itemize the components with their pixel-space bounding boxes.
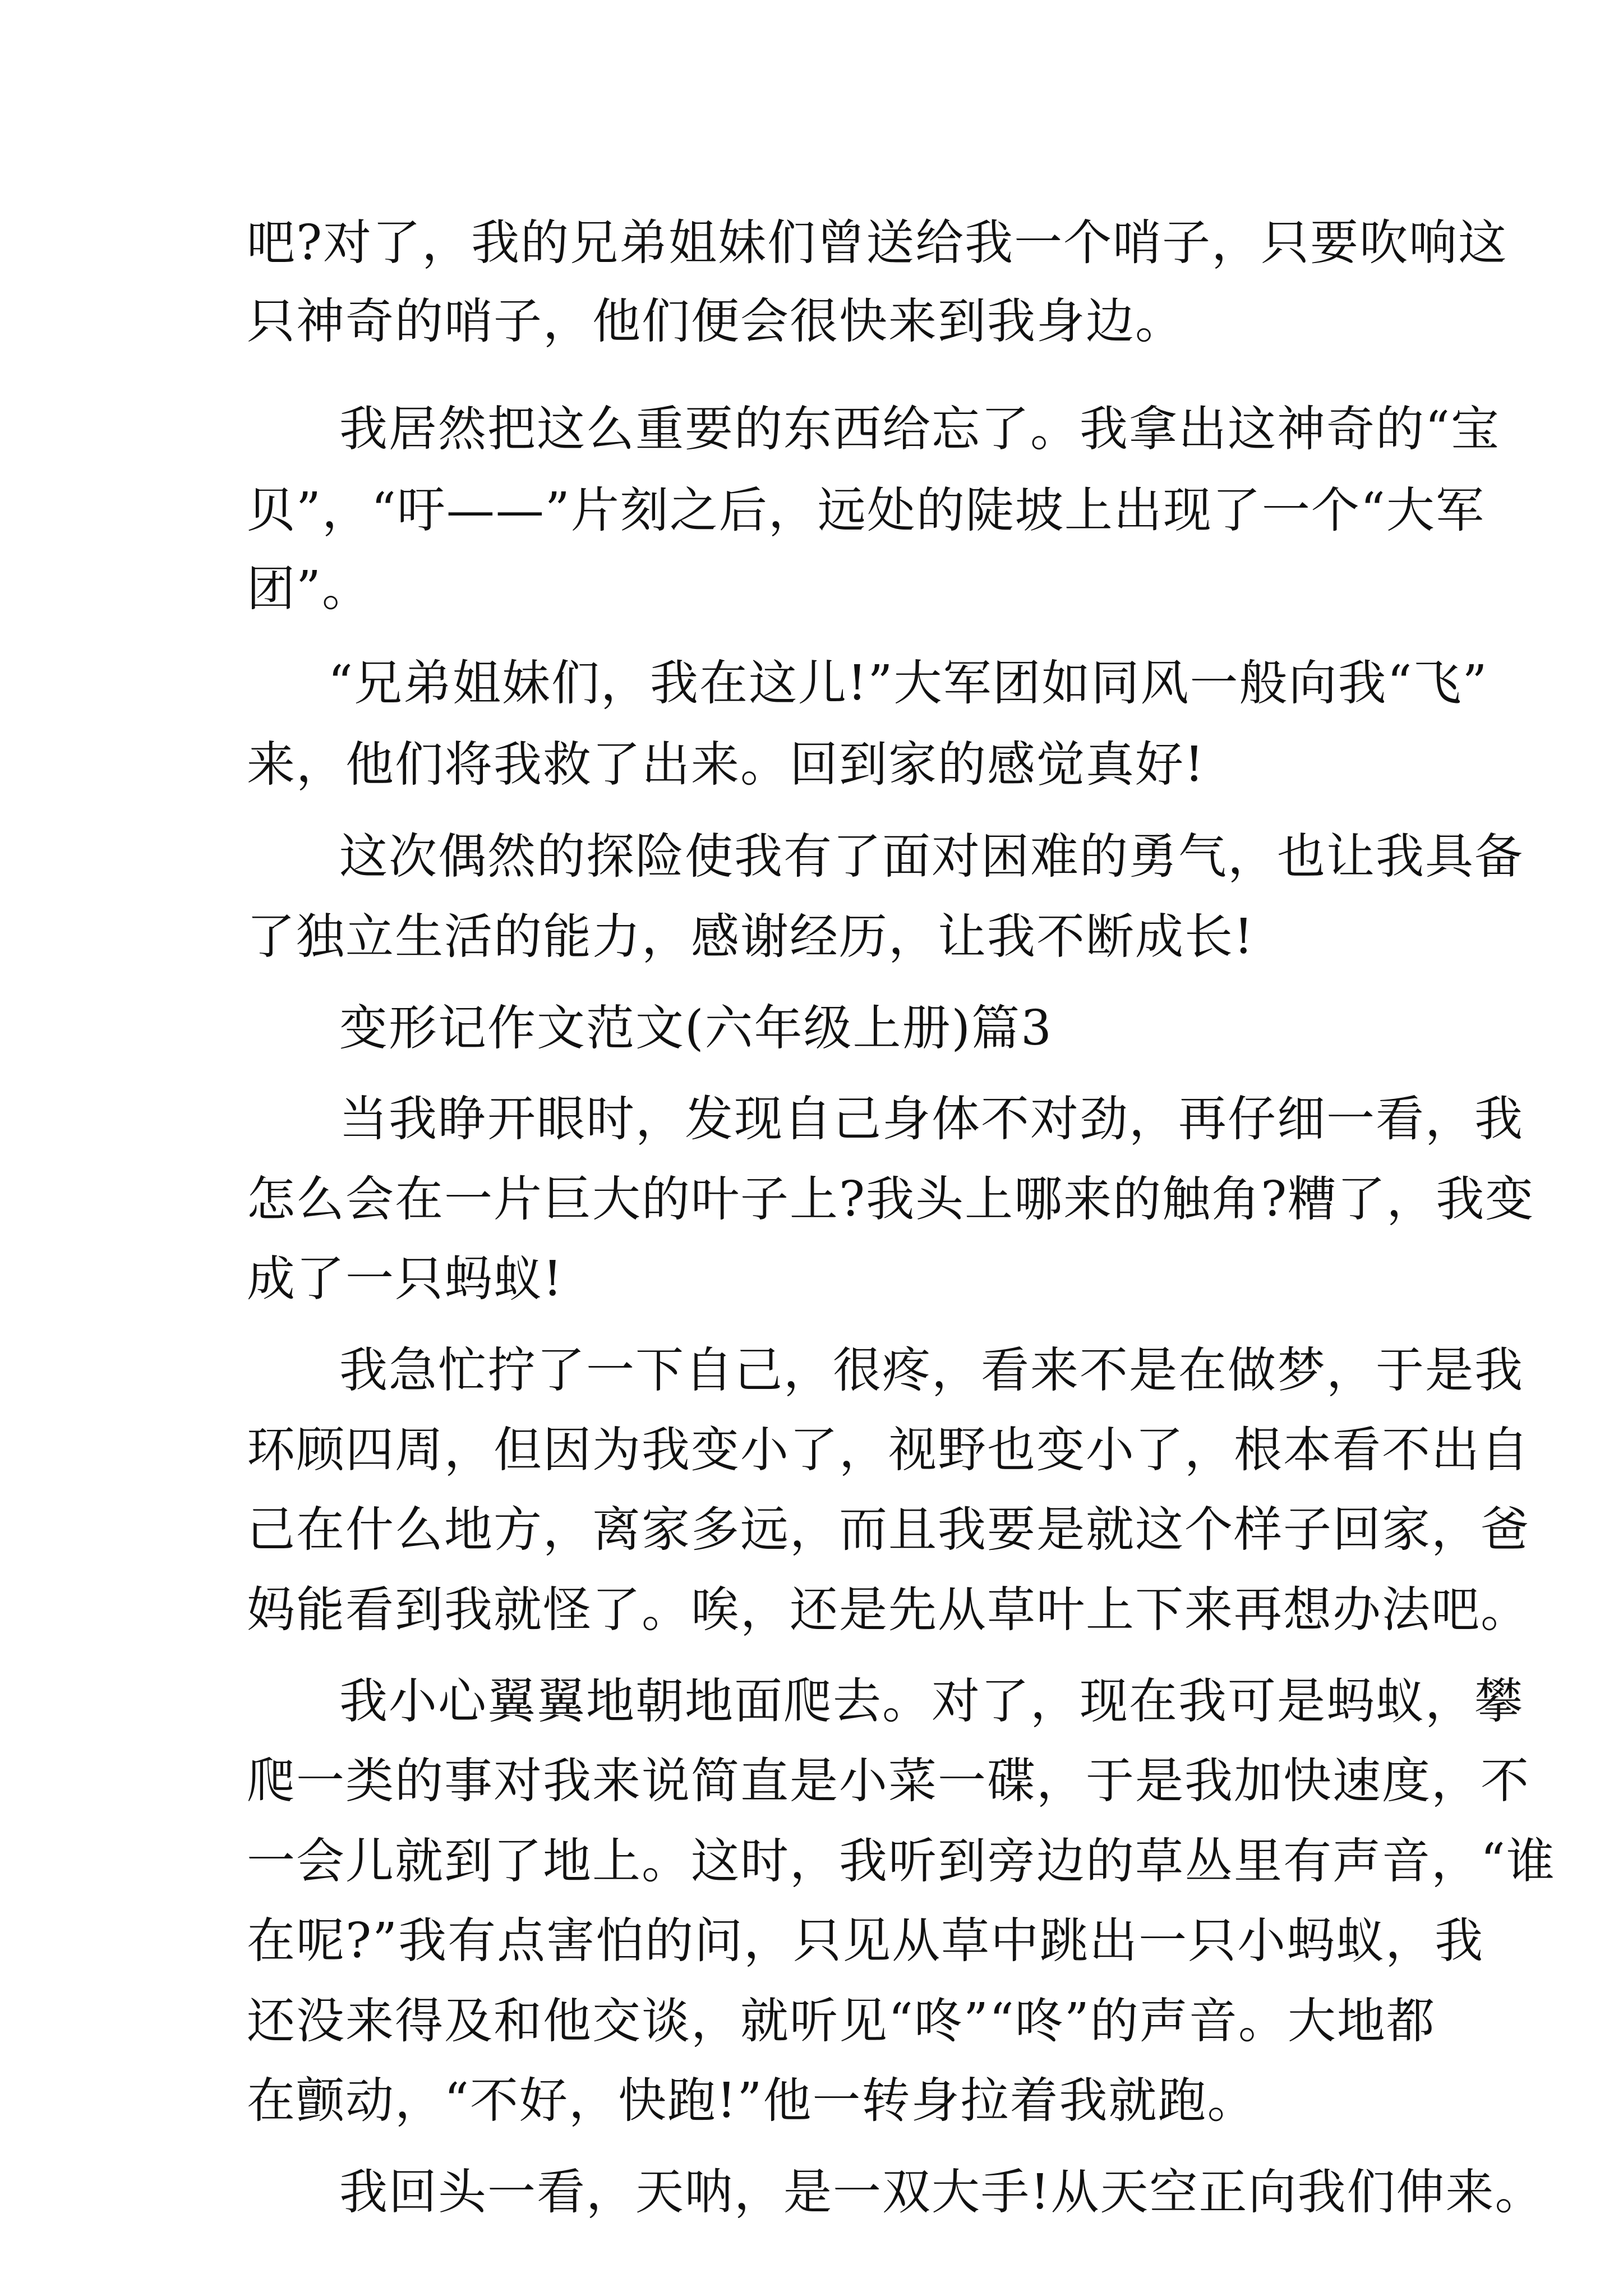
text-line: 吧?对了，我的兄弟姐妹们曾送给我一个哨子，只要吹响这: [247, 215, 1508, 271]
text-line: 了独立生活的能力，感谢经历，让我不断成长!: [247, 909, 1255, 965]
paragraph-start-line: 这次偶然的探险使我有了面对困难的勇气，也让我具备: [339, 829, 1524, 885]
text-line: 妈能看到我就怪了。唉，还是先从草叶上下来再想办法吧。: [247, 1582, 1530, 1638]
text-line: 爬一类的事对我来说简直是小菜一碟，于是我加快速度，不: [247, 1753, 1530, 1809]
paragraph-start-line: 当我睁开眼时，发现自己身体不对劲，再仔细一看，我: [339, 1091, 1524, 1147]
text-line: 环顾四周，但因为我变小了，视野也变小了，根本看不出自: [247, 1422, 1530, 1478]
section-heading: 变形记作文范文(六年级上册)篇3: [339, 1000, 1053, 1056]
text-line: 还没来得及和他交谈，就听见“咚”“咚”的声音。大地都: [247, 1993, 1436, 2049]
text-line: 只神奇的哨子，他们便会很快来到我身边。: [247, 293, 1184, 349]
paragraph-start-line: “兄弟姐妹们，我在这儿!”大军团如同风一般向我“飞”: [328, 655, 1488, 711]
paragraph-start-line: 我小心翼翼地朝地面爬去。对了，现在我可是蚂蚁，攀: [339, 1673, 1524, 1729]
text-line: 在呢?”我有点害怕的问，只见从草中跳出一只小蚂蚁，我: [247, 1913, 1484, 1969]
text-line: 怎么会在一片巨大的叶子上?我头上哪来的触角?糟了，我变: [247, 1171, 1535, 1227]
text-line: 己在什么地方，离家多远，而且我要是就这个样子回家，爸: [247, 1502, 1530, 1558]
text-line: 团”。: [247, 561, 371, 617]
paragraph-start-line: 我回头一看，天呐，是一双大手!从天空正向我们伸来。: [339, 2164, 1544, 2220]
paragraph-start-line: 我居然把这么重要的东西给忘了。我拿出这神奇的“宝: [339, 401, 1500, 457]
text-line: 来，他们将我救了出来。回到家的感觉真好!: [247, 737, 1205, 793]
text-line: 一会儿就到了地上。这时，我听到旁边的草丛里有声音，“谁: [247, 1833, 1556, 1889]
text-line: 贝”，“吁——”片刻之后，远处的陡坡上出现了一个“大军: [247, 482, 1485, 539]
paragraph-start-line: 我急忙拧了一下自己，很疼，看来不是在做梦，于是我: [339, 1342, 1524, 1398]
text-line: 成了一只蚂蚁!: [247, 1251, 564, 1307]
text-line: 在颤动，“不好，快跑!”他一转身拉着我就跑。: [247, 2073, 1257, 2129]
